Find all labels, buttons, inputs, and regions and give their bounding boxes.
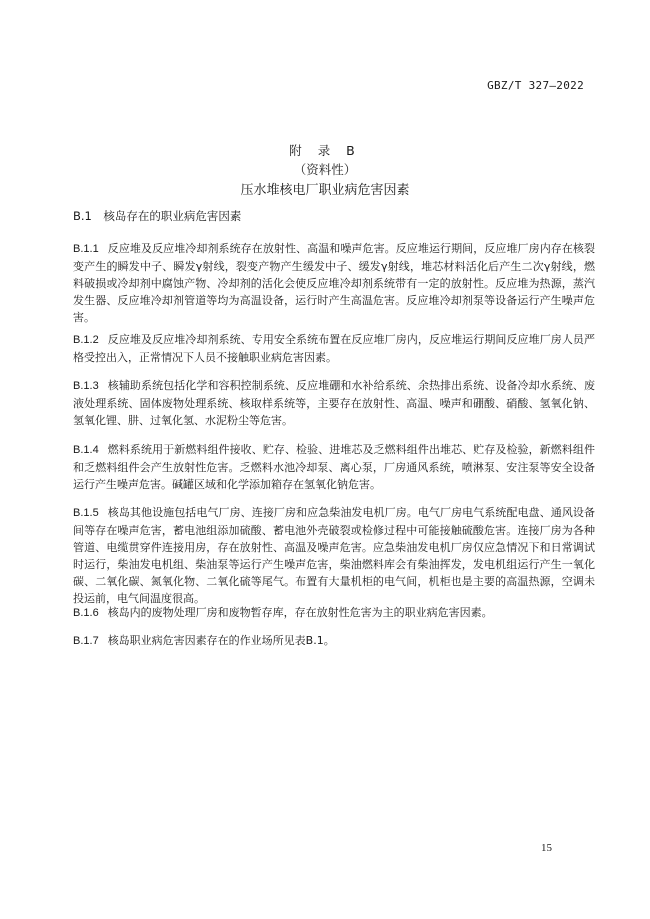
appendix-nature: （资料性） [293,162,357,177]
clause-b-1-5 [73,504,595,607]
page-number: 15 [541,842,552,854]
clause-text: 核岛其他设施包括电气厂房、连接厂房和应急柴油发电机厂房。电气厂房电气系统配电盘、通风设备间等存在噪声危害，蓄电池组添加硫酸、蓄电池外壳破裂或检修过程中可能接触硫酸危害。连接厂房为各种管道、电缆贯穿件连接用房，存在放射性、高温及噪声危害。应急柴油发电机厂房仅应急情况下和日常调试时运行，柴油发电机组、柴油泵等运行产生噪声危害，柴油燃料库会有柴油挥发，发电机组运行产生一氧化碳、二氧化碳、氮氧化物、二氧化硫等尾气。布置有大量机柜的电气间，机柜也是主要的高温热源，空调未投运前，电气间温度很高。 [73,506,595,605]
clause-text: 核岛职业病危害因素存在的作业场所见表B.1。 [107,634,335,647]
clause-number: B.1.2 [73,334,99,346]
clause-b-1-2 [73,331,595,366]
clause-number: B.1.5 [73,507,99,519]
clause-text: 核岛内的废物处理厂房和废物暂存库，存在放射性危害为主的职业病危害因素。 [107,606,493,619]
clause-text: 燃料系统用于新燃料组件接收、贮存、检验、进堆芯及乏燃料组件出堆芯、贮存及检验，新燃料组件和乏燃料组件会产生放射性危害。乏燃料水池冷却泵、离心泵，厂房通风系统，喷淋泵、安注泵等安全设备运行产生噪声危害。碱罐区域和化学添加箱存在氢氧化钠危害。 [73,443,595,491]
clause-number: B.1.4 [73,444,99,456]
clause-number: B.1.3 [73,380,99,392]
standard-code: GBZ/T 327—2022 [487,79,584,92]
section-heading: B.1 核岛存在的职业病危害因素 [73,209,242,223]
appendix-subject: 压水堆核电厂职业病危害因素 [240,183,410,198]
clause-number: B.1.6 [73,607,99,619]
clause-number: B.1.1 [73,243,99,255]
appendix-title: 附 录 B [289,143,361,158]
clause-b-1-3 [73,377,595,429]
clause-text: 反应堆及反应堆冷却剂系统存在放射性、高温和噪声危害。反应堆运行期间，反应堆厂房内存在核裂变产生的瞬发中子、瞬发γ射线，裂变产物产生缓发中子、缓发γ射线，堆芯材料活化后产生二次γ射线，燃料破损或冷却剂中腐蚀产物、冷却剂的活化会使反应堆冷却剂系统带有一定的放射性。反应堆为热源，蒸汽发生器、反应堆冷却剂管道等均为高温设备，运行时产生高温危害。反应堆冷却剂泵等设备运行产生噪声危害。 [73,242,595,324]
clause-b-1-7 [73,632,595,650]
clause-number: B.1.7 [73,635,99,647]
clause-text: 核辅助系统包括化学和容积控制系统、反应堆硼和水补给系统、余热排出系统、设备冷却水系统、废液处理系统、固体废物处理系统、核取样系统等，主要存在放射性、高温、噪声和硼酸、硝酸、氢氧化钠、氢氧化锂、肼、过氧化氢、水泥粉尘等危害。 [73,379,595,427]
clause-b-1-6 [73,604,595,622]
clause-b-1-1 [73,240,595,326]
clause-text: 反应堆及反应堆冷却剂系统、专用安全系统布置在反应堆厂房内，反应堆运行期间反应堆厂房人员严格受控出入，正常情况下人员不接触职业病危害因素。 [73,333,595,364]
clause-b-1-4 [73,441,595,493]
